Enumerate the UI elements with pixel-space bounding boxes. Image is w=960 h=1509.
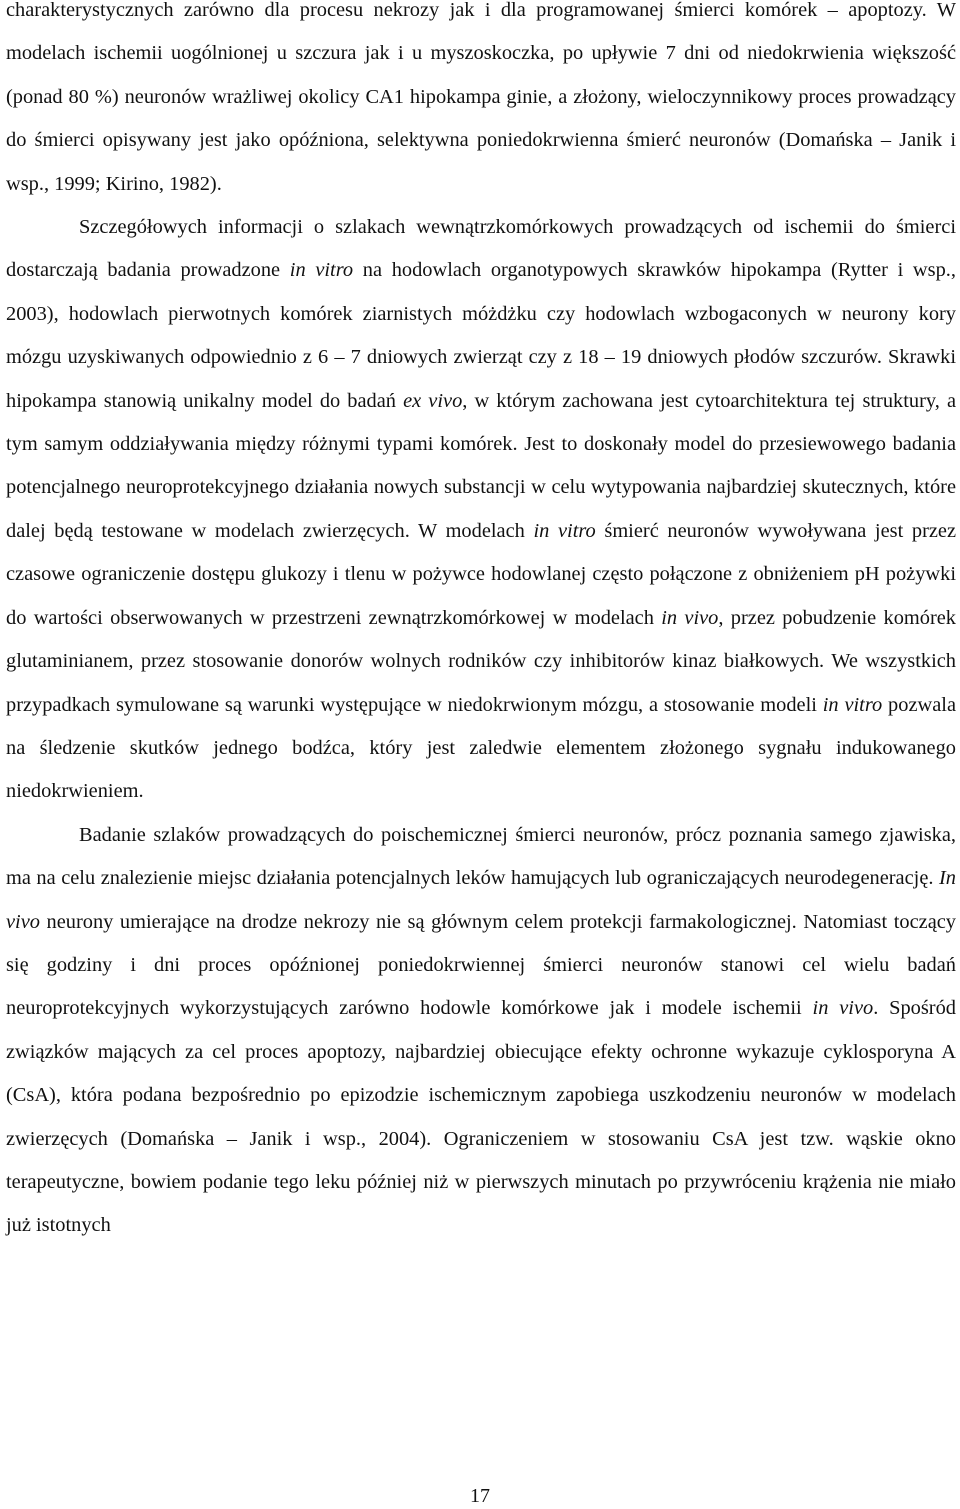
page-number: 17: [470, 1485, 490, 1507]
paragraph-3-text: . Spośród związków mających za cel proces apoptozy, najbardziej obiecujące efekty ochronne wykazuje cyklosporyna A (CsA), która podana bezpośrednio po epizodzie ischemicznym zapobiega uszkodzeniu neuronów w modelach zwierzęcych (Domańska – Janik i wsp., 2004). Ograniczeniem w stosowaniu CsA jest tzw. wąskie okno terapeutyczne, bowiem podanie tego leku później niż w pierwszych minutach po przywróceniu krążenia nie miało już istotnych: [6, 997, 956, 1237]
paragraph-3-text: Badanie szlaków prowadzących do poischemicznej śmierci neuronów, prócz poznania samego zjawiska, ma na celu znalezienie miejsc działania potencjalnych leków hamujących lub ograniczających neurodegenerację.: [6, 823, 956, 890]
paragraph-2-text: na hodowlach organotypowych skrawków hipokampa (Rytter i wsp., 2003), hodowlach pierwotnych komórek ziarnistych móżdżku czy hodowlach wzbogaconych w neurony kory mózgu uzyskiwanych odpowiednio z 6 – 7 dniowych zwierząt czy z 18 – 19 dniowych płodów szczurów. Skrawki hipokampa stanowią unikalny model do badań: [6, 259, 956, 412]
latin-term: In vivo: [6, 867, 956, 933]
latin-term: in vitro: [533, 519, 596, 542]
latin-term: in vitro: [289, 259, 354, 282]
paragraph-2-text: , przez pobudzenie komórek glutaminianem, przez stosowanie donorów wolnych rodników czy inhibitorów kinaz białkowych. We wszystkich przypadkach symulowane są warunki występujące w niedokrwionym mózgu, a stosowanie modeli: [6, 606, 957, 716]
latin-term: ex vivo: [403, 389, 463, 412]
latin-term: in vitro: [822, 693, 883, 716]
paragraph-3: [6, 814, 956, 1248]
paragraph-3-text: neurony umierające na drodze nekrozy nie są głównym celem protekcji farmakologicznej. Natomiast toczący się godziny i dni proces opóźnionej poniedokrwiennej śmierci neuronów stanowi cel wielu badań neuroprotekcyjnych wykorzystujących zarówno hodowle komórkowe jak i modele ischemii: [6, 910, 956, 1020]
paragraph-2-text: Szczegółowych informacji o szlakach wewnątrzkomórkowych prowadzących od ischemii do śmierci dostarczają badania prowadzone: [6, 216, 956, 282]
paragraph-2-text: śmierć neuronów wywoływana jest przez czasowe ograniczenie dostępu glukozy i tlenu w pożywce hodowlanej często połączone z obniżeniem pH pożywki do wartości obserwowanych w przestrzeni zewnątrzkomórkowej w modelach: [6, 519, 957, 629]
latin-term: in vivo: [812, 997, 874, 1020]
document-body: [6, 0, 956, 1248]
paragraph-2-text: pozwala na śledzenie skutków jednego bodźca, który jest zaledwie elementem złożonego sygnału indukowanego niedokrwieniem.: [6, 693, 956, 803]
latin-term: in vivo: [661, 606, 719, 629]
paragraph-2: [6, 206, 956, 814]
paragraph-1: [6, 0, 956, 206]
paragraph-1-text: charakterystycznych zarówno dla procesu nekrozy jak i dla programowanej śmierci komórek – apoptozy. W modelach ischemii uogólnionej u szczura jak i u myszoskoczka, po upływie 7 dni od niedokrwienia większość (ponad 80 %) neuronów wrażliwej okolicy CA1 hipokampa ginie, a złożony, wieloczynnikowy proces prowadzący do śmierci opisywany jest jako opóźniona, selektywna poniedokrwienna śmierć neuronów (Domańska – Janik i wsp., 1999; Kirino, 1982).: [6, 0, 956, 195]
paragraph-2-text: , w którym zachowana jest cytoarchitektura tej struktury, a tym samym oddziaływania między różnymi typami komórek. Jest to doskonały model do przesiewowego badania potencjalnego neuroprotekcyjnego działania nowych substancji w celu wytypowania najbardziej skutecznych, które dalej będą testowane w modelach zwierzęcych. W modelach: [6, 389, 957, 542]
